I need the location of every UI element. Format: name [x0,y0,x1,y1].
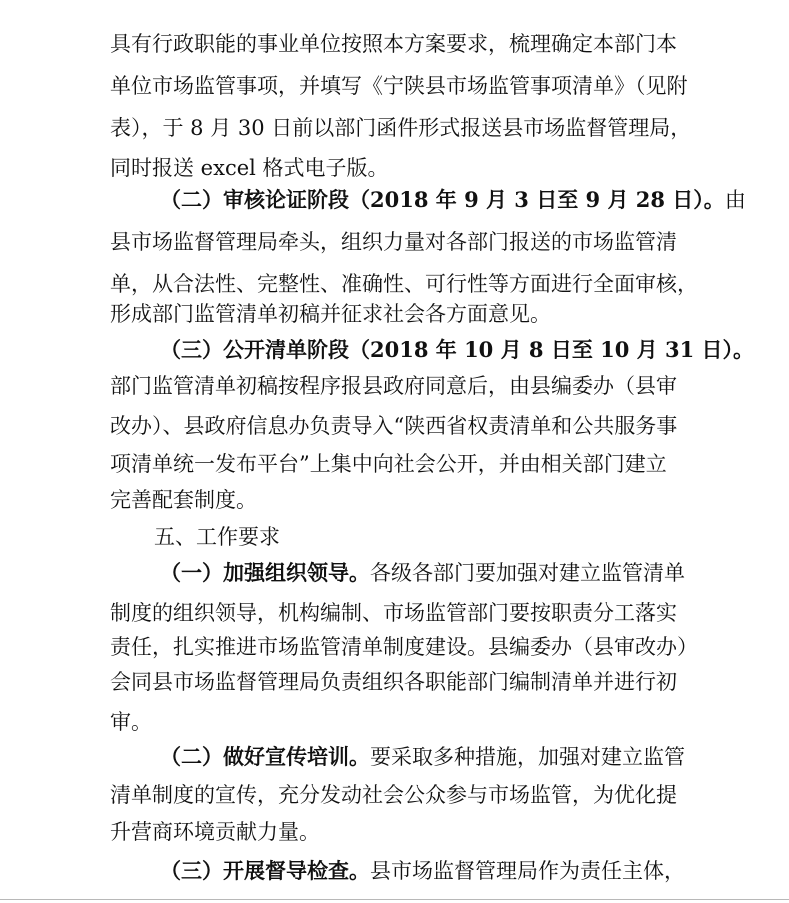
paragraph-line-11: 改办）、县政府信息办负责导入“陕西省权责清单和公共服务事 [110,414,678,438]
paragraph-line-12: 项清单统一发布平台”上集中向社会公开，并由相关部门建立 [110,452,667,476]
page-bottom-border [0,899,789,900]
requirement-inspection-line [160,854,705,888]
paragraph-line-17: 责任，扎实推进市场监管清单制度建设。县编委办（县审改办） [110,635,698,659]
paragraph-line-7: 单，从合法性、完整性、准确性、可行性等方面进行全面审核， [110,272,698,296]
paragraph-line-18: 会同县市场监督管理局负责组织各职能部门编制清单并进行初 [110,670,677,694]
paragraph-line-4: 同时报送 excel 格式电子版。 [110,156,389,180]
paragraph-line-1: 具有行政职能的事业单位按照本方案要求，梳理确定本部门本 [110,32,677,56]
requirement-organization-heading: （一）加强组织领导。 [160,560,370,585]
requirement-organization-line [160,556,705,590]
requirement-training-text: 要采取多种措施，加强对建立监管 [370,745,685,769]
requirement-inspection-heading: （三）开展督导检查。 [160,858,370,883]
requirement-organization-text: 各级各部门要加强对建立监管清单 [370,561,685,585]
section-five-heading: 五、工作要求 [154,525,280,549]
section-publish-line [160,333,755,367]
paragraph-line-10: 部门监管清单初稿按程序报县政府同意后，由县编委办（县审 [110,374,677,398]
section-publish-heading: （三）公开清单阶段（2018 年 10 月 8 日至 10 月 31 日）。 [160,337,755,362]
paragraph-line-13: 完善配套制度。 [110,488,257,512]
section-review-text: 由 [724,188,746,212]
requirement-training-heading: （二）做好宣传培训。 [160,744,370,769]
paragraph-line-3: 表），于 8 月 30 日前以部门函件形式报送县市场监督管理局， [110,116,692,140]
section-review-heading: （二）审核论证阶段（2018 年 9 月 3 日至 9 月 28 日）。 [160,187,725,212]
paragraph-line-21: 清单制度的宣传，充分发动社会公众参与市场监管，为优化提 [110,783,677,807]
paragraph-line-2: 单位市场监管事项，并填写《宁陕县市场监管事项清单》（见附 [110,74,688,98]
requirement-inspection-text: 县市场监督管理局作为责任主体， [370,859,685,883]
paragraph-line-6: 县市场监督管理局牵头，组织力量对各部门报送的市场监管清 [110,230,677,254]
paragraph-line-16: 制度的组织领导，机构编制、市场监管部门要按职责分工落实 [110,601,677,625]
section-review-line [160,183,746,217]
paragraph-line-8: 形成部门监管清单初稿并征求社会各方面意见。 [110,302,551,326]
paragraph-line-19: 审。 [110,710,152,734]
paragraph-line-22: 升营商环境贡献力量。 [110,820,320,844]
requirement-training-line [160,740,705,774]
